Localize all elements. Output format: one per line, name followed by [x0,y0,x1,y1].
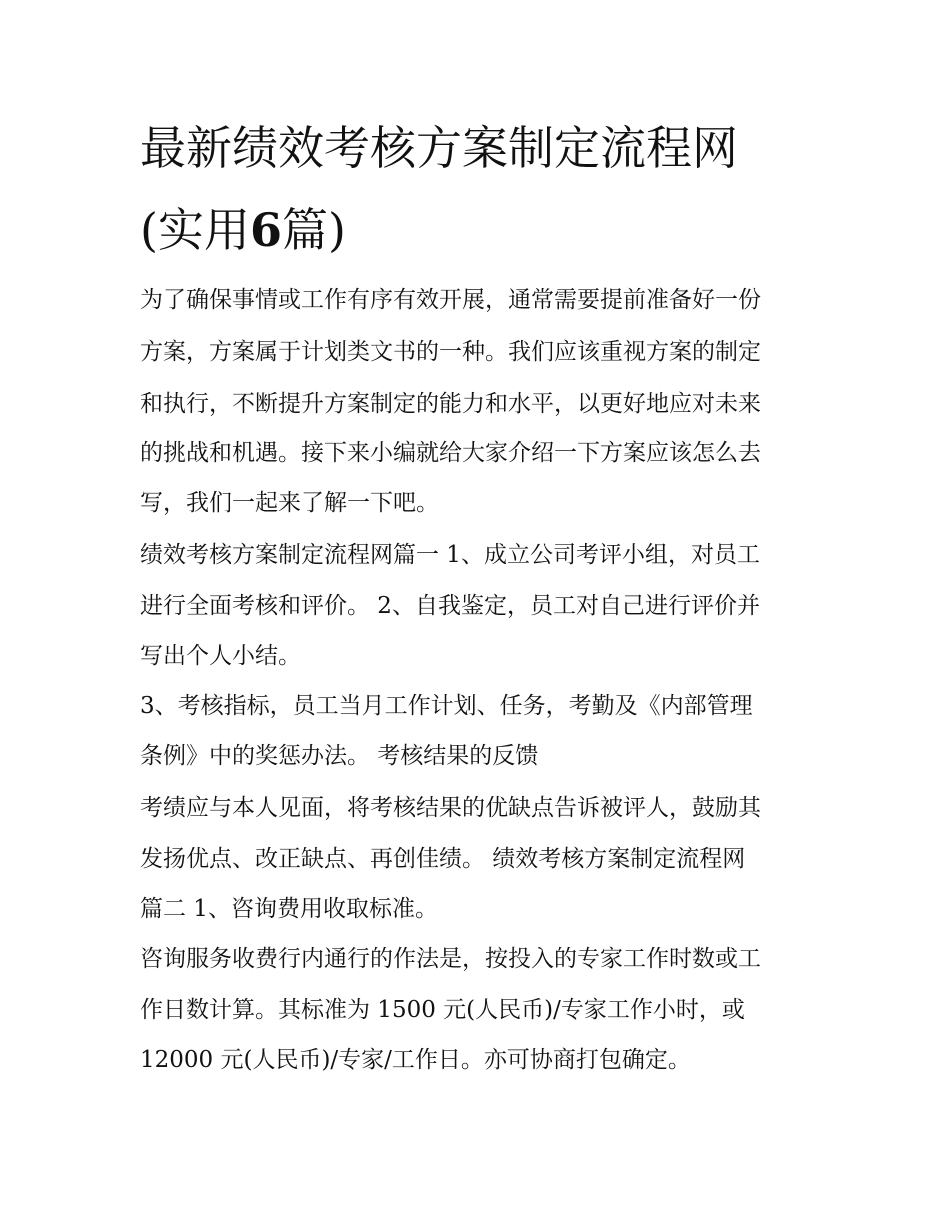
body-line: 写，我们一起来了解一下吧。 [140,490,439,516]
document-title-line-2 [140,202,346,258]
body-line: 为了确保事情或工作有序有效开展，通常需要提前准备好一份 [140,287,761,313]
body-line: 的挑战和机遇。接下来小编就给大家介绍一下方案应该怎么去 [140,440,761,466]
body-line: 条例》中的奖惩办法。 考核结果的反馈 [140,743,539,769]
title-tail: 篇) [281,203,346,257]
body-line: 咨询服务收费行内通行的作法是，按投入的专家工作时数或工 [140,946,761,972]
body-line: 作日数计算。其标准为 1500 元(人民币)/专家工作小时，或 [140,997,745,1023]
body-line: 发扬优点、改正缺点、再创佳绩。 绩效考核方案制定流程网 [140,846,746,872]
body-line: 进行全面考核和评价。 2、自我鉴定，员工对自己进行评价并 [140,593,760,619]
title-number: 6 [249,203,282,257]
body-line: 3、考核指标，员工当月工作计划、任务，考勤及《内部管理 [140,693,753,719]
title-open: (实用 [140,203,250,257]
body-line: 篇二 1、咨询费用收取标准。 [140,896,438,922]
body-line: 12000 元(人民币)/专家/工作日。亦可协商打包确定。 [140,1047,691,1073]
body-line: 和执行，不断提升方案制定的能力和水平，以更好地应对未来 [140,391,761,417]
body-line: 写出个人小结。 [140,643,301,669]
document-title-line-1: 最新绩效考核方案制定流程网 [140,121,738,175]
body-line: 考绩应与本人见面，将考核结果的优缺点告诉被评人，鼓励其 [140,795,761,821]
body-line: 绩效考核方案制定流程网篇一 1、成立公司考评小组，对员工 [140,542,760,568]
body-line: 方案，方案属于计划类文书的一种。我们应该重视方案的制定 [140,339,761,365]
